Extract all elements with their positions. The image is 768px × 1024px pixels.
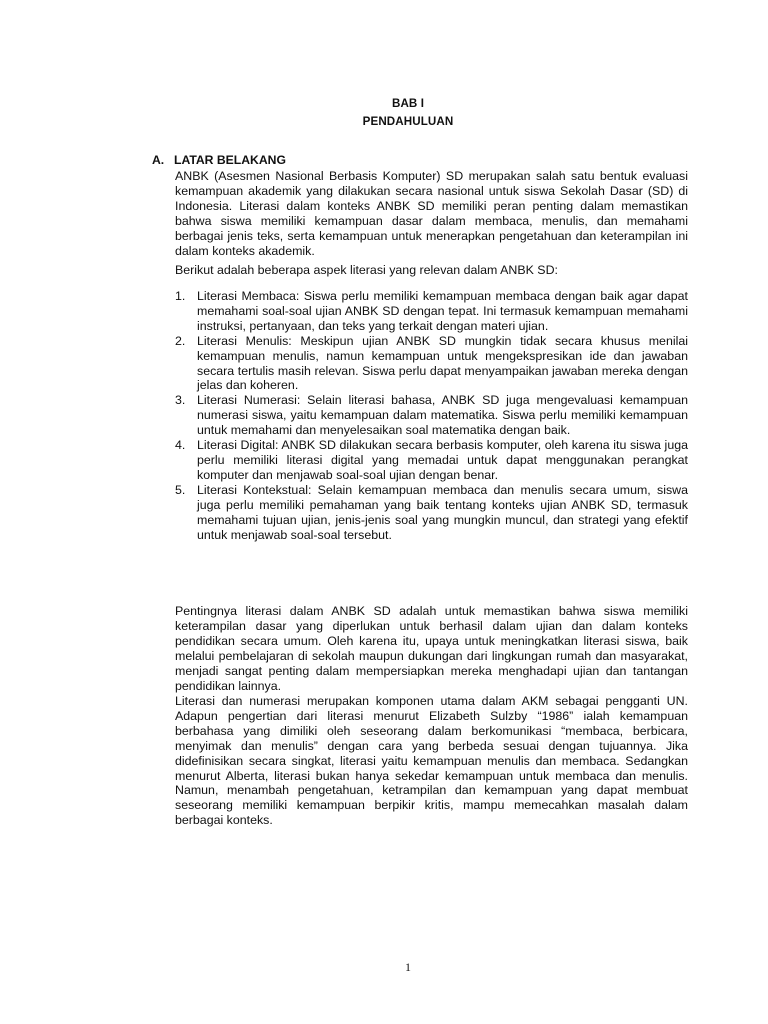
literacy-aspects-list xyxy=(175,289,688,542)
definition-paragraph: Literasi dan numerasi merupakan komponen utama dalam AKM sebagai pengganti UN. Adapun pengertian dari literasi menurut Elizabeth Sulzby “1986” ialah kemampuan berbahasa yang dimiliki oleh seseorang dalam berkomunikasi “membaca, berbicara, menyimak dan menulis” dengan cara yang berbeda sesuai dengan tujuannya. Jika didefinisikan secara singkat, literasi yaitu kemampuan menulis dan membaca. Sedangkan menurut Alberta, literasi bukan hanya sekedar kemampuan untuk membaca dan menulis. Namun, menambah pengetahuan, ketrampilan dan kemampuan yang dapat membuat seseorang memiliki kemampuan berpikir kritis, mampu memecahkan masalah dalam berbagai konteks. xyxy=(175,694,688,828)
list-item-text: Literasi Numerasi: Selain literasi bahasa, ANBK SD juga mengevaluasi kemampuan numerasi siswa, yaitu kemampuan dalam matematika. Siswa perlu memiliki kemampuan untuk memahami dan menyelesaikan soal matematika dengan baik. xyxy=(197,393,688,438)
importance-paragraph: Pentingnya literasi dalam ANBK SD adalah untuk memastikan bahwa siswa memiliki keterampilan dasar yang diperlukan untuk berhasil dalam ujian dan dalam konteks pendidikan secara umum. Oleh karena itu, upaya untuk meningkatkan literasi siswa, baik melalui pembelajaran di sekolah maupun dukungan dari lingkungan rumah dan masyarakat, menjadi sangat penting dalam mempersiapkan mereka menghadapi ujian dan tantangan pendidikan lainnya. xyxy=(175,604,688,693)
list-item xyxy=(175,393,688,438)
list-item xyxy=(175,289,688,334)
list-marker: 2. xyxy=(175,333,186,348)
list-marker: 1. xyxy=(175,289,186,303)
list-item-text: Literasi Kontekstual: Selain kemampuan membaca dan menulis secara umum, siswa juga perlu memiliki pemahaman yang baik tentang konteks ujian ANBK SD, termasuk memahami tujuan ujian, jenis-jenis soal yang mungkin muncul, dan strategi yang efektif untuk menjawab soal-soal tersebut. xyxy=(197,482,688,542)
chapter-subtitle: PENDAHULUAN xyxy=(362,115,454,128)
list-item xyxy=(175,334,688,394)
intro-paragraph: ANBK (Asesmen Nasional Berbasis Komputer) SD merupakan salah satu bentuk evaluasi kemampuan akademik yang dilakukan secara nasional untuk siswa Sekolah Dasar (SD) di Indonesia. Literasi dalam konteks ANBK SD memiliki peran penting dalam memastikan bahwa siswa memiliki kemampuan dasar dalam membaca, menulis, dan memahami berbagai jenis teks, serta kemampuan untuk menerapkan pengetahuan dan keterampilan ini dalam konteks akademik. xyxy=(175,169,688,258)
list-item xyxy=(175,438,688,483)
page-number: 1 xyxy=(405,960,411,974)
section-number: A. xyxy=(152,153,165,167)
lead-paragraph: Berikut adalah beberapa aspek literasi yang relevan dalam ANBK SD: xyxy=(175,263,558,277)
list-marker: 5. xyxy=(175,482,186,497)
list-item-text: Literasi Digital: ANBK SD dilakukan secara berbasis komputer, oleh karena itu siswa juga perlu memiliki literasi digital yang memadai untuk dapat menggunakan perangkat komputer dan menjawab soal-soal ujian dengan benar. xyxy=(197,438,688,482)
list-item xyxy=(175,483,688,543)
list-item-text: Literasi Membaca: Siswa perlu memiliki kemampuan membaca dengan baik agar dapat memahami soal-soal ujian ANBK SD dengan tepat. Ini termasuk kemampuan memahami instruksi, pertanyaan, dan teks yang terkait dengan materi ujian. xyxy=(197,289,688,333)
section-heading xyxy=(152,153,286,167)
list-item-text: Literasi Menulis: Meskipun ujian ANBK SD mungkin tidak secara khusus menilai kemampuan menulis, namun kemampuan untuk mengekspresikan ide dan jawaban secara tertulis masih relevan. Siswa perlu dapat menyampaikan jawaban mereka dengan jelas dan koheren. xyxy=(197,333,688,393)
section-title: LATAR BELAKANG xyxy=(174,153,286,167)
list-marker: 3. xyxy=(175,393,186,408)
chapter-title: BAB I xyxy=(391,97,425,110)
list-marker: 4. xyxy=(175,438,186,453)
